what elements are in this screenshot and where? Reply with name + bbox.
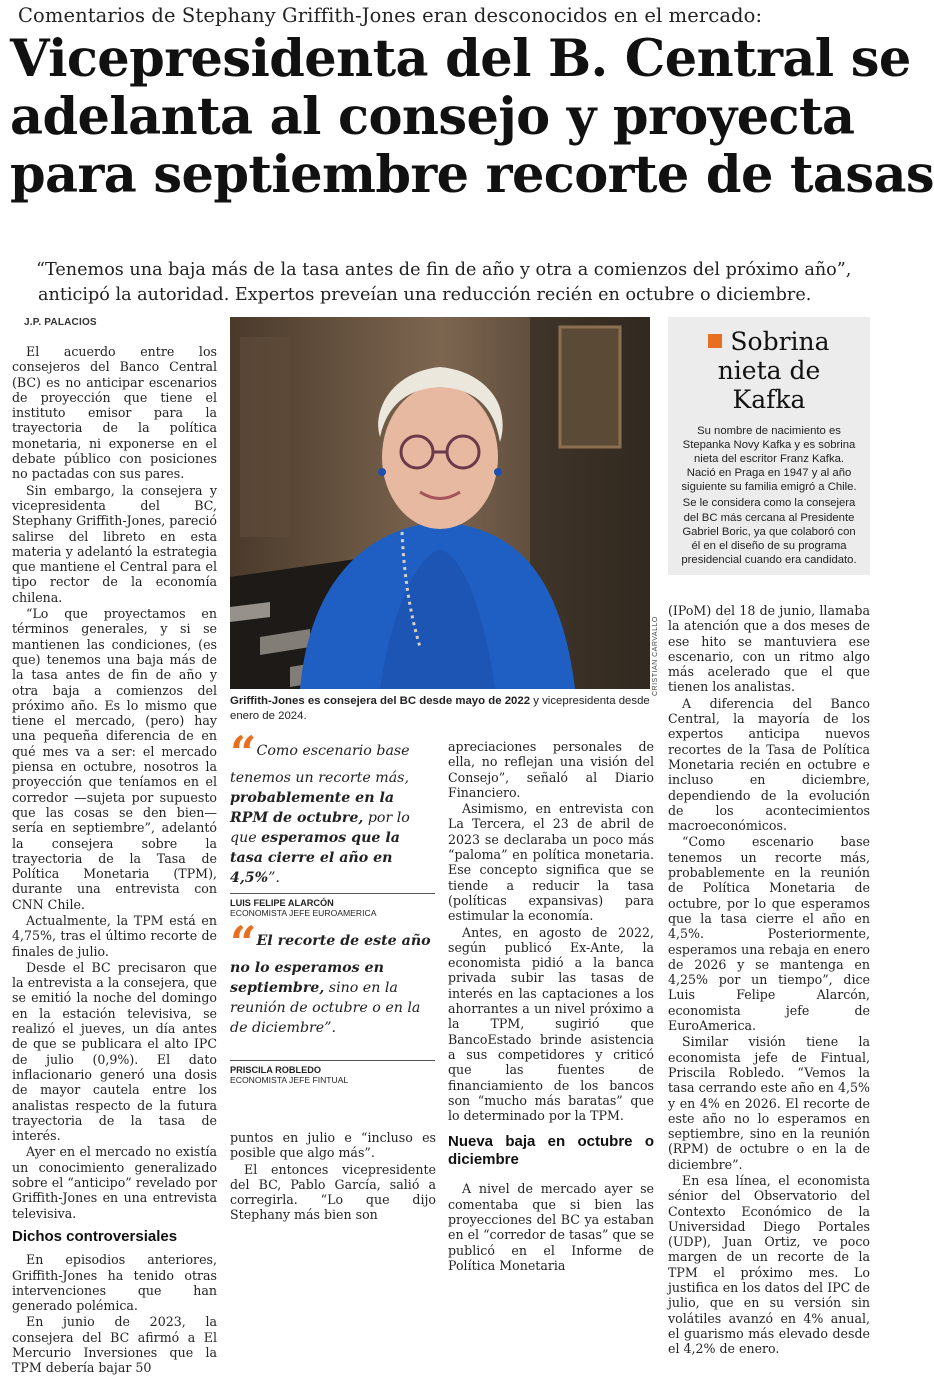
quote-bold: El recorte de este año no lo esperamos en septiembre, (230, 933, 431, 996)
paragraph: apreciaciones personales de ella, no reflejan una visión del Consejo”, señaló al Diario Financiero. (448, 739, 654, 800)
paragraph: En junio de 2023, la consejera del BC afirmó a El Mercurio Inversiones que la TPM debería bajar 50 (12, 1314, 217, 1376)
article-column-4 (668, 603, 870, 1358)
paragraph: El entonces vicepresidente del BC, Pablo García, salió a corregirla. “Lo que dijo Stephany más bien son (230, 1161, 436, 1223)
article-column-3 (448, 739, 654, 1274)
subhead-dichos: Dichos controversiales (12, 1227, 178, 1245)
quote-attribution-2 (230, 1060, 435, 1085)
paragraph: “Lo que proyectamos en términos generales, y si se mantienen las condiciones, (es que) tenemos una baja más de la tasa antes de fin de año y otra baja a comienzos del próximo año. Es lo mismo que tiene el mercado, (pero) hay una pequeña diferencia de en qué mes va a ser: el mercado piensa en octubre, nosotros la proyección que teníamos en el corredor —sujeta por supuesto que las cosas se den bien— sería en septiembre”, adelantó la consejera sobre la trayectoria de la Tasa de Política Monetaria (TPM), durante una entrevista con CNN Chile. (12, 606, 217, 912)
pull-quote-1 (230, 726, 435, 888)
quote-bold: probablemente en la RPM de octubre, (230, 790, 395, 826)
headline-line-2: adelanta al consejo y proyecta (10, 87, 855, 147)
paragraph: Similar visión tiene la economista jefe de Fintual, Priscila Robledo. “Vemos la tasa cerrando este año en 4,5% y en 4% en 2026. El recorte de este año no lo esperamos en septiembre, sino en la reunión (RPM) de octubre o en la de diciembre”. (668, 1034, 870, 1172)
quote-bold: esperamos que la tasa cierre el año en 4,5% (230, 830, 400, 886)
quote-text: por lo que (230, 810, 410, 846)
photo-credit (652, 600, 664, 696)
kicker: Comentarios de Stephany Griffith-Jones eran desconocidos en el mercado: (18, 4, 763, 27)
deck-line-1: “Tenemos una baja más de la tasa antes de fin de año y otra a comienzos del próximo año”, (36, 260, 852, 280)
paragraph: puntos en julio e “incluso es posible que algo más”. (230, 1130, 436, 1161)
quote-mark-icon: “ (230, 726, 251, 780)
headline (10, 29, 934, 205)
sidebar-title (678, 327, 860, 414)
photo-caption (230, 694, 650, 723)
quote-role: ECONOMISTA JEFE FINTUAL (230, 1075, 349, 1085)
paragraph: Ayer en el mercado no existía un conocimiento generalizado sobre el “anticipo” revelado por Griffith-Jones en una entrevista televisiva. (12, 1144, 217, 1221)
quote-mark-icon: “ (230, 916, 251, 970)
deck-line-2: anticipó la autoridad. Expertos preveían una reducción recién en octubre o diciembre. (38, 285, 812, 305)
headline-line-1: Vicepresidenta del B. Central se (10, 29, 911, 89)
quote-author: PRISCILA ROBLEDO (230, 1065, 322, 1075)
paragraph: Asimismo, en entrevista con La Tercera, el 23 de abril de 2023 se declaraba un poco más “paloma” en política monetaria. Ese concepto significa que se tiende a reducir la tasa (políticas expansivas) para estimular la economía. (448, 801, 654, 924)
paragraph: A nivel de mercado ayer se comentaba que si bien las proyecciones del BC ya estaban en el “corredor de tasas” que se publicó en el Informe de Política Monetaria (448, 1181, 654, 1273)
byline: J.P. PALACIOS (24, 317, 97, 328)
sidebar-paragraph: Se le considera como la consejera del BC más cercana al Presidente Gabriel Boric, ya que colaboró con él en el diseño de su programa presidencial cuando era candidato. (681, 497, 857, 566)
pull-quote-2 (230, 916, 435, 1038)
caption-text: y vicepresidenta desde enero de 2024. (230, 695, 650, 722)
paragraph: Antes, en agosto de 2022, según publicó Ex-Ante, la economista pidió a la banca privada subir las tasas de interés en las captaciones a los ahorrantes a un nivel próximo a la TPM, sugirió que BancoEstado brinde asistencia a sus competidores y criticó que las fuentes de financiamiento de los bancos son “mucho más baratas” que lo determinado por la TPM. (448, 924, 654, 1124)
paragraph: “Como escenario base tenemos un recorte más, probablemente en la reunión de Política Monetaria de octubre, por lo que esperamos que la tasa cierre el año en 4,5%. Posteriormente, esperamos una rebaja en enero de 2026 y se mantenga en 4,25% por un tiempo”, dice Luis Felipe Alarcón, economista jefe de EuroAmerica. (668, 834, 870, 1034)
headline-line-3: para septiembre recorte de tasas (10, 145, 934, 205)
article-column-2 (230, 1130, 436, 1224)
sidebar-title-text: Sobrina nieta de Kafka (717, 327, 830, 414)
caption-bold: Griffith-Jones es consejera del BC desde mayo de 2022 (230, 695, 531, 707)
sidebar-paragraph: Su nombre de nacimiento es Stepanka Novy Kafka y es sobrina nieta del escritor Franz Kafka. Nació en Praga en 1947 y al año siguiente su familia emigró a Chile. (681, 425, 857, 494)
deck (36, 258, 866, 308)
quote-attribution-1 (230, 893, 435, 918)
subhead-nueva-baja: Nueva baja en octubre o diciembre (448, 1133, 654, 1169)
paragraph: Actualmente, la TPM está en 4,75%, tras el último recorte de finales de julio. (12, 912, 217, 959)
photo-credit-text: CRISTIAN CARVALLO (652, 616, 659, 696)
paragraph: A diferencia del Banco Central, la mayoría de los expertos anticipa nuevos recortes de la Tasa de Política Monetaria recién en octubre e incluso en diciembre, dependiendo de la evolución de los acontecimientos macroeconómicos. (668, 695, 870, 834)
quote-text: Como escenario base tenemos un recorte más, (230, 743, 410, 786)
quote-text: ”. (268, 870, 280, 886)
paragraph: En episodios anteriores, Griffith-Jones ha tenido otras intervenciones que han generado polémica. (12, 1252, 217, 1314)
quote-text: sino en la reunión de octubre o en la de diciembre (230, 980, 421, 1036)
portrait-photo (230, 317, 650, 689)
quote-role: ECONOMISTA JEFE EUROAMERICA (230, 908, 377, 918)
paragraph: El acuerdo entre los consejeros del Banco Central (BC) es no anticipar escenarios de proyección que tiene el instituto emisor para la trayectoria de la política monetaria, ni exponerse en el debate público con posiciones no pactadas con sus pares. (12, 344, 217, 482)
portrait-illustration (230, 317, 650, 689)
paragraph: En esa línea, el economista sénior del Observatorio del Contexto Económico de la Universidad Diego Portales (UDP), Juan Ortiz, ve poco margen de un recorte de la TPM el próximo mes. Lo justifica en los datos del IPC de julio, que en su versión sin volátiles avanzó en 4% anual, el guarismo más elevado desde el 4,2% de enero. (668, 1172, 870, 1357)
quote-text: ”. (324, 1020, 336, 1036)
orange-square-icon (708, 334, 722, 348)
paragraph: Sin embargo, la consejera y vicepresidenta del BC, Stephany Griffith-Jones, pareció salirse del libreto en esta materia y adelantó la estrategia que mantiene el Central para el tipo rector de la economía chilena. (12, 482, 217, 605)
article-column-1 (12, 344, 217, 1377)
quote-author: LUIS FELIPE ALARCÓN (230, 898, 334, 908)
sidebar-box (668, 317, 870, 575)
paragraph: Desde el BC precisaron que la entrevista a la consejera, que se emitió la noche del domingo en la estación televisiva, se realizó el jueves, un día antes de que se publicara el alto IPC de julio (0,9%). El dato inflacionario generó una dosis de mayor cautela entre los analistas respecto de la futura trayectoria de la tasa de interés. (12, 959, 217, 1144)
paragraph: (IPoM) del 18 de junio, llamaba la atención que a dos meses de ese hito se mantuviera ese escenario, con un ritmo algo más acelerado que el que tienen los analistas. (668, 603, 870, 695)
